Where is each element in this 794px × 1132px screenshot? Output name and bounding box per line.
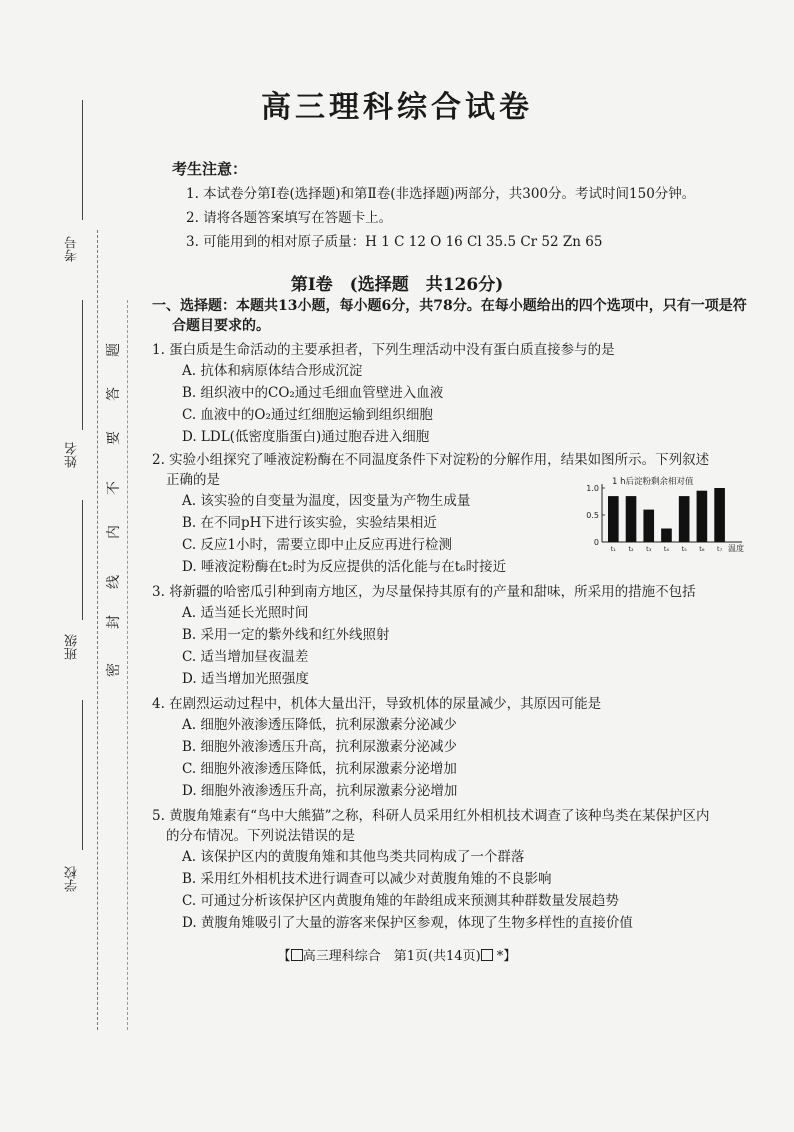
y-tick-label: 0 — [593, 538, 599, 547]
question-stem: 3. 将新疆的哈密瓜引种到南方地区，为尽量保持其原有的产量和甜味，所采用的措施不包括 — [152, 584, 696, 600]
bar — [679, 496, 690, 542]
option-c: C. 反应1小时，需要立即中止反应再进行检测 — [182, 537, 453, 553]
binding-dashed-line — [97, 230, 99, 1030]
section-line-2: 合题目要求的。 — [172, 318, 270, 334]
x-axis-label: 温度 — [728, 544, 744, 553]
seal-char: 答 — [106, 387, 122, 401]
bar — [697, 491, 708, 542]
option-c: C. 适当增加昼夜温差 — [182, 649, 309, 665]
bar — [608, 496, 619, 542]
question-3 — [152, 582, 752, 690]
school-line — [82, 700, 84, 850]
footer-bracket-close: 】 — [503, 949, 517, 964]
option-d: D. 唾液淀粉酶在t₂时为反应提供的活化能与在t₆时接近 — [182, 559, 507, 575]
class-label: 班级 — [65, 634, 80, 660]
notice-block — [172, 158, 772, 257]
footer-bracket-open: 【 — [277, 949, 291, 964]
question-4 — [152, 694, 752, 802]
bar — [626, 496, 637, 542]
footer-star: * — [496, 949, 504, 964]
chart-title: 1 h后淀粉剩余相对值 — [612, 477, 694, 487]
seal-char: 密 — [106, 663, 122, 677]
name-label: 姓名 — [65, 442, 80, 468]
seal-char: 内 — [106, 525, 122, 539]
notice-line: 1. 本试卷分第Ⅰ卷(选择题)和第Ⅱ卷(非选择题)两部分，共300分。考试时间150分钟。 — [186, 186, 696, 202]
footer-text: 高三理科综合 第1页(共14页) — [302, 949, 481, 964]
section-heading — [152, 296, 762, 336]
notice-line: 3. 可能用到的相对原子质量：H 1 C 12 O 16 Cl 35.5 Cr 52 Zn 65 — [186, 234, 603, 250]
exam-number-label: 考号 — [65, 236, 80, 262]
bar — [661, 529, 672, 543]
option-a: A. 抗体和病原体结合形成沉淀 — [182, 363, 363, 379]
question-stem: 5. 黄腹角雉素有“鸟中大熊猫”之称，科研人员采用红外相机技术调查了该种鸟类在某保护区内 — [152, 808, 710, 824]
seal-char: 要 — [106, 431, 122, 445]
question-stem: 4. 在剧烈运动过程中，机体大量出汗，导致机体的尿量减少，其原因可能是 — [152, 696, 602, 712]
page-footer — [0, 945, 794, 964]
question-1 — [152, 340, 752, 448]
option-d: D. 适当增加光照强度 — [182, 671, 309, 687]
volume-title: 第Ⅰ卷 (选择题 共126分) — [290, 275, 504, 295]
question-5 — [152, 806, 752, 934]
checkbox-square-icon — [291, 949, 303, 961]
option-d: D. LDL(低密度脂蛋白)通过胞吞进入细胞 — [182, 429, 430, 445]
bar — [643, 510, 654, 542]
checkbox-square-icon — [481, 949, 493, 961]
option-c: C. 可通过分析该保护区内黄腹角雉的年龄组成来预测其种群数量发展趋势 — [182, 893, 619, 909]
section-line-1: 一、选择题：本题共13小题，每小题6分，共78分。在每小题给出的四个选项中，只有一项是符 — [152, 298, 747, 314]
option-a: A. 细胞外液渗透压降低，抗利尿激素分泌减少 — [182, 717, 457, 733]
seal-char: 封 — [106, 615, 122, 629]
x-tick-label: t₇ — [717, 545, 723, 553]
bar — [714, 488, 725, 542]
option-a: A. 适当延长光照时间 — [182, 605, 309, 621]
class-line — [82, 500, 84, 620]
option-c: C. 细胞外液渗透压降低，抗利尿激素分泌增加 — [182, 761, 457, 777]
school-label: 学校 — [65, 866, 80, 892]
option-c: C. 血液中的O₂通过红细胞运输到组织细胞 — [182, 407, 433, 423]
x-tick-label: t₆ — [699, 545, 705, 553]
question-stem: 1. 蛋白质是生命活动的主要承担者，下列生理活动中没有蛋白质直接参与的是 — [152, 342, 615, 358]
x-tick-label: t₂ — [628, 545, 634, 553]
question-stem-cont: 正确的是 — [166, 472, 220, 488]
question-stem-cont: 的分布情况。下列说法错误的是 — [166, 828, 355, 844]
option-b: B. 组织液中的CO₂通过毛细血管壁进入血液 — [182, 385, 444, 401]
seal-char: 线 — [106, 575, 122, 589]
option-a: A. 该实验的自变量为温度，因变量为产物生成量 — [182, 493, 471, 509]
option-d: D. 细胞外液渗透压升高，抗利尿激素分泌增加 — [182, 783, 458, 799]
question-stem: 2. 实验小组探究了唾液淀粉酶在不同温度条件下对淀粉的分解作用，结果如图所示。下列叙述 — [152, 452, 710, 468]
notice-heading: 考生注意： — [172, 160, 248, 178]
notice-line: 2. 请将各题答案填写在答题卡上。 — [186, 210, 393, 226]
x-tick-label: t₃ — [646, 545, 652, 553]
x-tick-label: t₅ — [681, 545, 687, 553]
seal-dashed-line — [127, 300, 129, 1030]
option-b: B. 采用红外相机技术进行调查可以减少对黄腹角雉的不良影响 — [182, 871, 552, 887]
bar-chart — [578, 476, 768, 560]
option-b: B. 细胞外液渗透压升高，抗利尿激素分泌减少 — [182, 739, 458, 755]
x-tick-label: t₁ — [610, 545, 616, 553]
y-tick-label: 0.5 — [586, 511, 599, 520]
option-b: B. 采用一定的紫外线和红外线照射 — [182, 627, 390, 643]
exam-title: 高三理科综合试卷 — [261, 90, 533, 125]
x-tick-label: t₄ — [663, 545, 670, 553]
option-a: A. 该保护区内的黄腹角雉和其他鸟类共同构成了一个群落 — [182, 849, 525, 865]
option-d: D. 黄腹角雉吸引了大量的游客来保护区参观，体现了生物多样性的直接价值 — [182, 915, 633, 931]
name-line — [82, 300, 84, 430]
y-tick-label: 1.0 — [586, 484, 599, 493]
seal-char: 题 — [106, 343, 122, 357]
seal-char: 不 — [106, 481, 122, 495]
option-b: B. 在不同pH下进行该实验，实验结果相近 — [182, 515, 437, 531]
